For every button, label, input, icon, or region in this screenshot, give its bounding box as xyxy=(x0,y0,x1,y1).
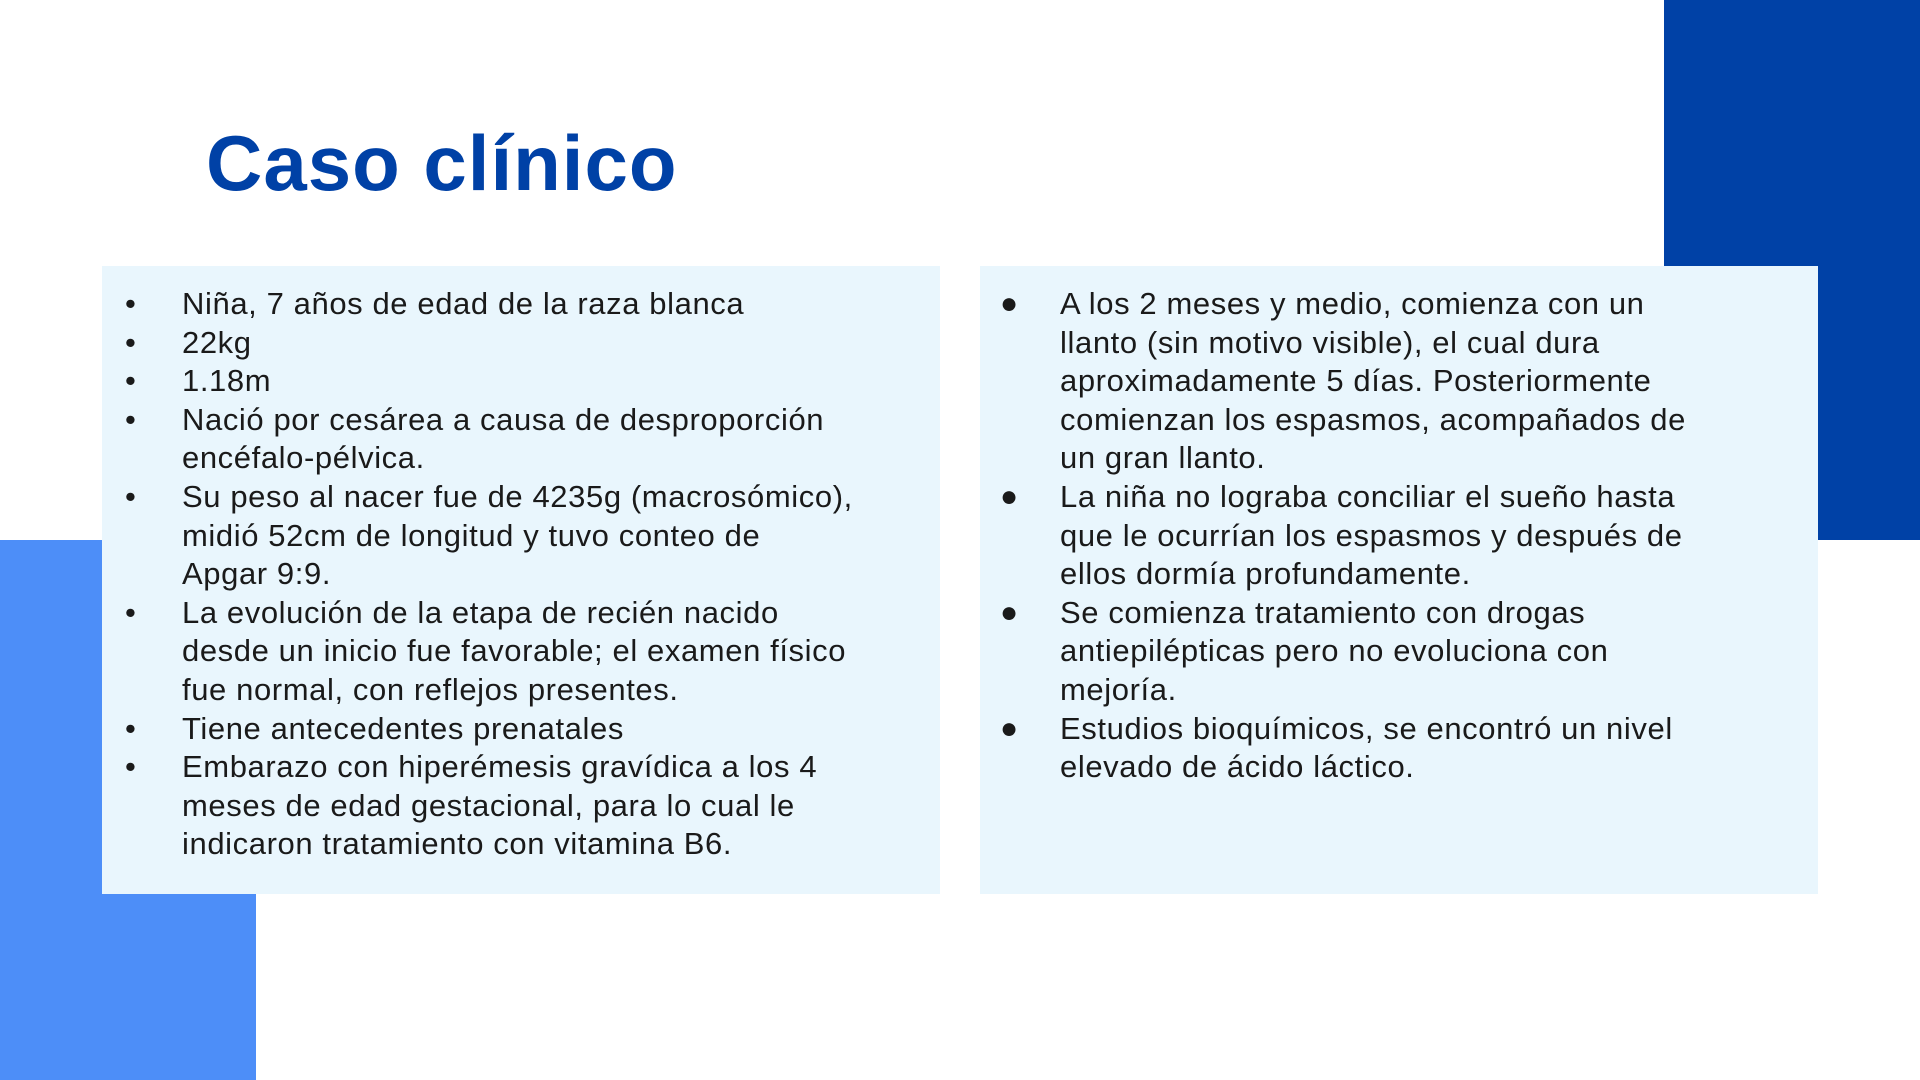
list-item-text: A los 2 meses y medio, comienza con un xyxy=(1060,286,1645,321)
list-item xyxy=(125,362,853,401)
list-item xyxy=(125,478,853,594)
list-item-text: ellos dormía profundamente. xyxy=(1060,556,1471,592)
bullet-icon: • xyxy=(125,324,137,360)
list-item xyxy=(125,324,853,363)
list-item-text: elevado de ácido láctico. xyxy=(1060,749,1415,785)
right-bullet-list xyxy=(1000,285,1686,787)
list-item-text: fue normal, con reflejos presentes. xyxy=(182,671,679,707)
bullet-icon: ● xyxy=(1000,711,1019,745)
list-item-text: Apgar 9:9. xyxy=(182,556,332,592)
list-item-text: 1.18m xyxy=(182,363,272,399)
list-item xyxy=(1000,594,1686,710)
bullet-icon: • xyxy=(125,478,137,514)
list-item xyxy=(125,594,853,710)
bullet-icon: • xyxy=(125,710,137,746)
bullet-icon: ● xyxy=(1000,595,1019,629)
list-item-text: aproximadamente 5 días. Posteriormente xyxy=(1060,363,1652,399)
list-item-text: Tiene antecedentes prenatales xyxy=(182,710,624,746)
bullet-icon: • xyxy=(125,594,137,630)
list-item xyxy=(1000,710,1686,787)
right-info-panel xyxy=(980,266,1818,894)
list-item-text: indicaron tratamiento con vitamina B6. xyxy=(182,826,733,862)
list-item-text: llanto (sin motivo visible), el cual dura xyxy=(1060,324,1600,360)
list-item xyxy=(125,401,853,478)
list-item-text: desde un inicio fue favorable; el examen físico xyxy=(182,633,847,669)
bullet-icon: ● xyxy=(1000,287,1019,320)
list-item-text: Embarazo con hiperémesis gravídica a los 4 xyxy=(182,749,818,785)
list-item-text: que le ocurrían los espasmos y después de xyxy=(1060,517,1683,553)
bullet-icon: • xyxy=(125,401,137,437)
list-item xyxy=(125,748,853,864)
list-item-text: meses de edad gestacional, para lo cual le xyxy=(182,787,795,823)
list-item-text: La evolución de la etapa de recién nacido xyxy=(182,594,779,630)
list-item xyxy=(125,285,853,324)
list-item-text: Estudios bioquímicos, se encontró un nivel xyxy=(1060,710,1673,746)
bullet-icon: • xyxy=(125,286,137,321)
list-item-text: encéfalo-pélvica. xyxy=(182,440,425,476)
list-item-text: Niña, 7 años de edad de la raza blanca xyxy=(182,286,745,321)
list-item-text: La niña no lograba conciliar el sueño hasta xyxy=(1060,478,1676,514)
list-item-text: comienzan los espasmos, acompañados de xyxy=(1060,401,1686,437)
list-item-text: 22kg xyxy=(182,324,252,360)
left-bullet-list xyxy=(125,285,853,864)
slide-title: Caso clínico xyxy=(206,119,678,207)
list-item-text: Nació por cesárea a causa de desproporción xyxy=(182,401,825,437)
bullet-icon: • xyxy=(125,749,137,785)
left-info-panel xyxy=(102,266,940,894)
bullet-icon: • xyxy=(125,363,137,399)
list-item xyxy=(1000,478,1686,594)
list-item-text: Se comienza tratamiento con drogas xyxy=(1060,594,1586,630)
list-item xyxy=(1000,285,1686,478)
list-item-text: antiepilépticas pero no evoluciona con xyxy=(1060,633,1609,669)
list-item xyxy=(125,710,853,749)
list-item-text: midió 52cm de longitud y tuvo conteo de xyxy=(182,517,761,553)
list-item-text: un gran llanto. xyxy=(1060,440,1266,476)
bullet-icon: ● xyxy=(1000,479,1019,513)
list-item-text: mejoría. xyxy=(1060,671,1177,707)
list-item-text: Su peso al nacer fue de 4235g (macrosómico), xyxy=(182,478,853,514)
